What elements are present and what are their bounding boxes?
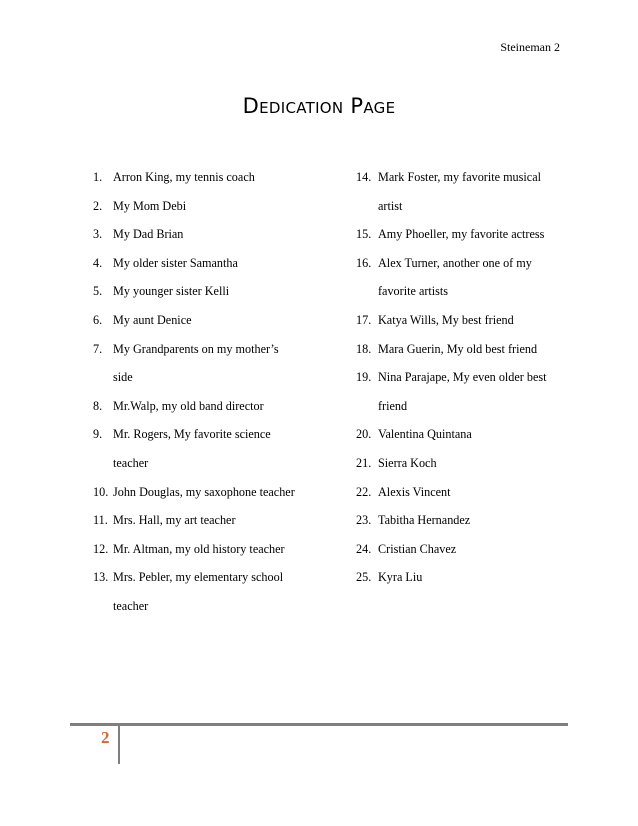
list-item (93, 506, 343, 535)
list-item-number: 15. (356, 227, 372, 242)
list-item (93, 192, 343, 221)
list-item-text: My Mom Debi (113, 198, 187, 213)
list-item-number: 7. (93, 341, 103, 356)
list-item (93, 420, 343, 477)
list-item-text: artist (378, 198, 403, 213)
list-item-text: Alex Turner, another one of my (378, 255, 532, 270)
list-item-text: My younger sister Kelli (113, 284, 230, 299)
list-item-text: Nina Parajape, My even older best (378, 370, 547, 385)
list-item-number: 11. (93, 513, 108, 528)
list-item (356, 363, 576, 420)
list-item-number: 10. (93, 484, 109, 499)
list-item-text: My aunt Denice (113, 312, 192, 327)
list-item (356, 449, 576, 478)
list-item (356, 306, 576, 335)
list-item-number: 20. (356, 427, 372, 442)
list-item (93, 563, 343, 620)
list-item (93, 392, 343, 421)
list-item-number: 4. (93, 255, 103, 270)
list-item-text: Mark Foster, my favorite musical (378, 170, 541, 184)
list-item (93, 249, 343, 278)
list-item-number: 17. (356, 312, 372, 327)
list-item-number: 18. (356, 341, 372, 356)
list-item-number: 25. (356, 570, 372, 585)
list-item-number: 16. (356, 255, 372, 270)
list-item-text: My Grandparents on my mother’s (113, 341, 279, 356)
dedication-list-right (356, 163, 576, 592)
list-item (356, 478, 576, 507)
list-item-text: Valentina Quintana (378, 427, 472, 442)
list-item (356, 535, 576, 564)
list-item (93, 306, 343, 335)
list-item-text: teacher (113, 455, 149, 470)
list-item (356, 335, 576, 364)
list-item-number: 23. (356, 513, 372, 528)
list-item-number: 24. (356, 541, 372, 556)
list-item-number: 8. (93, 398, 103, 413)
list-item-number: 9. (93, 427, 103, 442)
list-item-text: Mr. Rogers, My favorite science (113, 427, 271, 442)
dedication-list-left (93, 163, 343, 621)
list-item-number: 14. (356, 170, 372, 184)
list-item-text: friend (378, 398, 408, 413)
list-item (356, 220, 576, 249)
list-item (356, 506, 576, 535)
list-item-text: Mrs. Pebler, my elementary school (113, 570, 284, 585)
list-item-text: John Douglas, my saxophone teacher (113, 484, 295, 499)
list-item (93, 335, 343, 392)
footer-rule (70, 723, 568, 726)
list-item (93, 163, 343, 192)
footer-divider (118, 724, 120, 764)
list-item-number: 5. (93, 284, 103, 299)
list-item (93, 478, 343, 507)
list-item (356, 163, 576, 220)
list-item-number: 21. (356, 455, 372, 470)
list-item (93, 277, 343, 306)
list-item (356, 563, 576, 592)
list-item-number: 12. (93, 541, 109, 556)
list-item-text: Alexis Vincent (378, 484, 451, 499)
list-item-text: teacher (113, 598, 149, 613)
list-item-text: Tabitha Hernandez (378, 513, 471, 528)
list-item-number: 13. (93, 570, 109, 585)
list-item-text: Mrs. Hall, my art teacher (113, 513, 236, 528)
list-item-text: favorite artists (378, 284, 449, 299)
list-item-number: 1. (93, 170, 103, 184)
list-item-number: 6. (93, 312, 103, 327)
list-item-text: Cristian Chavez (378, 541, 457, 556)
list-item-text: Arron King, my tennis coach (113, 170, 255, 184)
list-item (356, 420, 576, 449)
list-item-text: Katya Wills, My best friend (378, 312, 514, 327)
list-item-number: 22. (356, 484, 372, 499)
list-item-text: side (113, 370, 133, 385)
list-item-text: Mr. Altman, my old history teacher (113, 541, 285, 556)
list-item (93, 220, 343, 249)
list-item-text: My older sister Samantha (113, 255, 238, 270)
list-item (93, 535, 343, 564)
page-number: 2 (101, 728, 110, 747)
list-item-number: 19. (356, 370, 372, 385)
list-item-number: 2. (93, 198, 103, 213)
list-item-number: 3. (93, 227, 103, 242)
list-item-text: Amy Phoeller, my favorite actress (378, 227, 545, 242)
list-item-text: My Dad Brian (113, 227, 184, 242)
list-item-text: Mara Guerin, My old best friend (378, 341, 538, 356)
page-title: Dedication Page (242, 94, 396, 118)
list-item (356, 249, 576, 306)
list-item-text: Sierra Koch (378, 455, 437, 470)
running-header: Steineman 2 (500, 40, 560, 54)
list-item-text: Kyra Liu (378, 570, 423, 585)
list-item-text: Mr.Walp, my old band director (113, 398, 264, 413)
